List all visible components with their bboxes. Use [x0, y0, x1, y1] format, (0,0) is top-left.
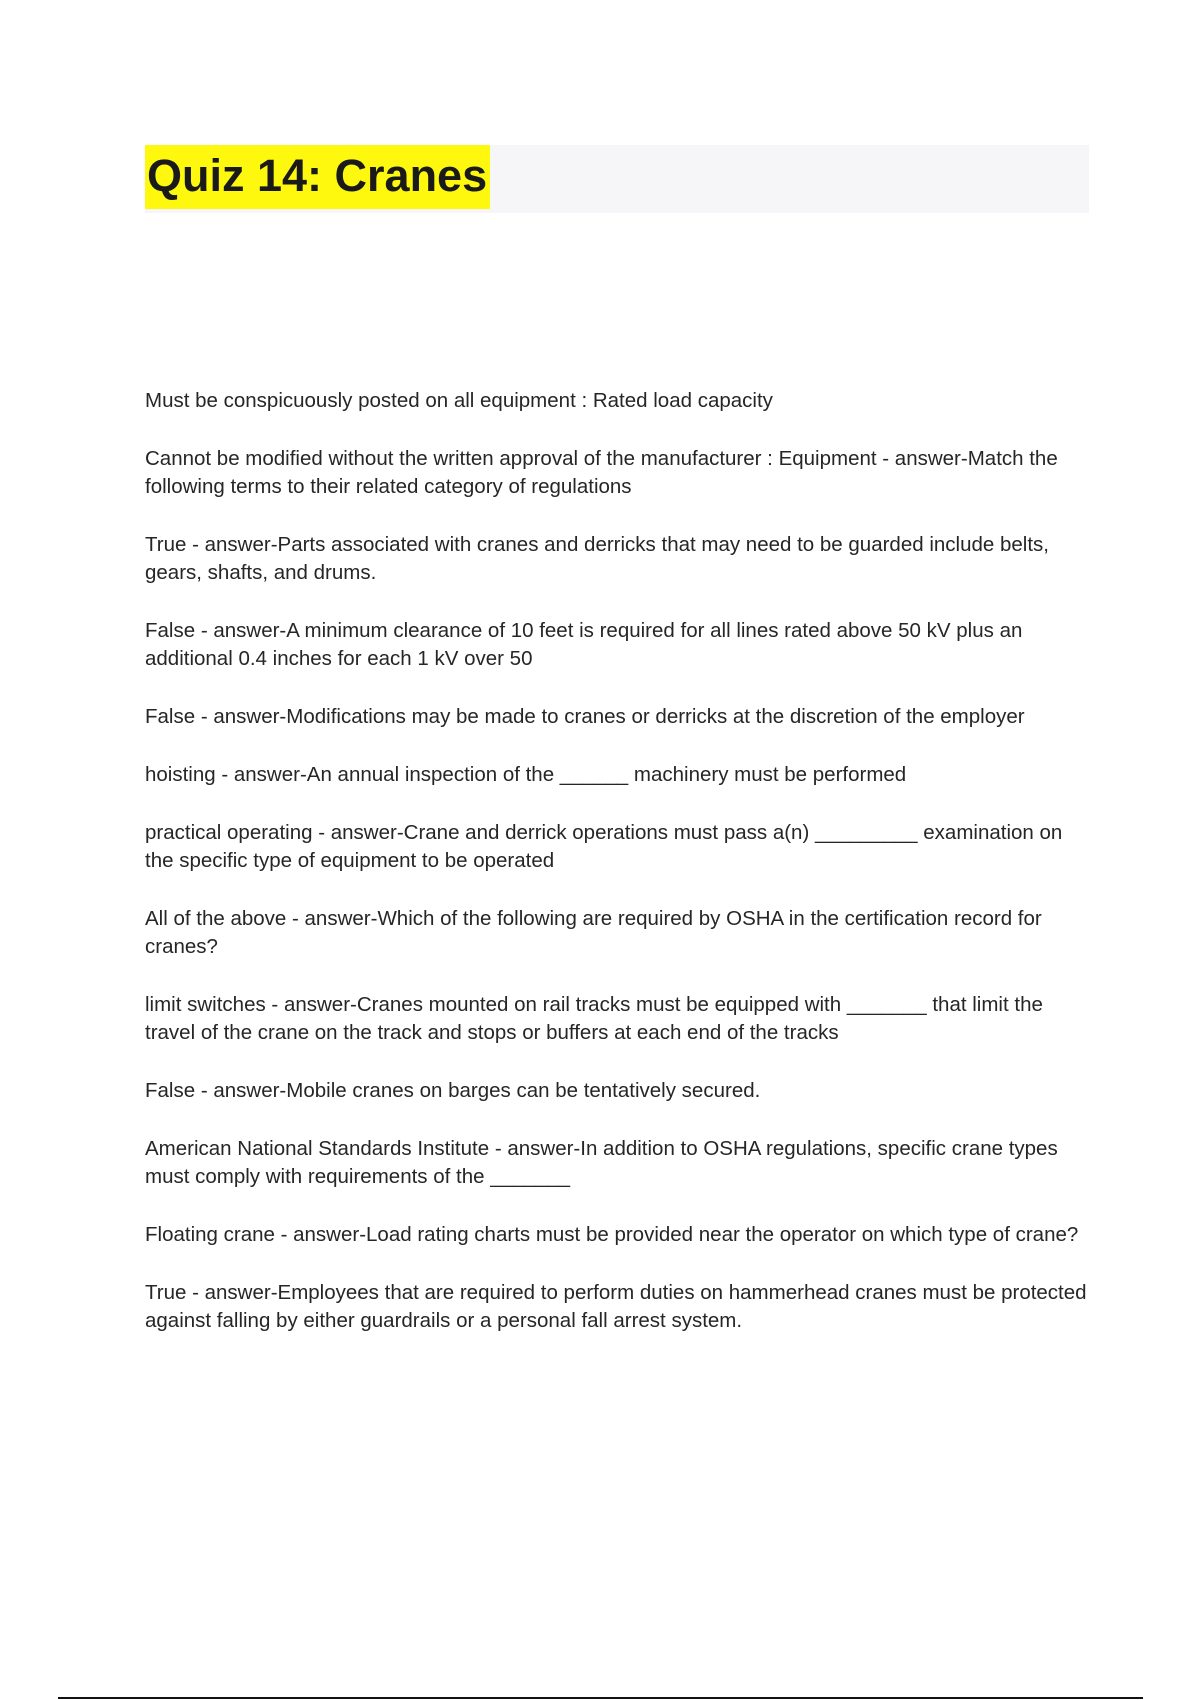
- qa-item: practical operating - answer-Crane and derrick operations must pass a(n) _________ examination on the specific type of equipment to be operated: [145, 821, 1063, 872]
- qa-item: All of the above - answer-Which of the following are required by OSHA in the certification record for cranes?: [145, 907, 1042, 958]
- qa-item: Must be conspicuously posted on all equipment : Rated load capacity: [145, 389, 773, 412]
- qa-item: True - answer-Employees that are required to perform duties on hammerhead cranes must be protected against falling by either guardrails or a personal fall arrest system.: [145, 1281, 1087, 1332]
- qa-item: limit switches - answer-Cranes mounted on rail tracks must be equipped with _______ that limit the travel of the crane on the track and stops or buffers at each end of the tracks: [145, 993, 1043, 1044]
- qa-item: hoisting - answer-An annual inspection of the ______ machinery must be performed: [145, 763, 907, 786]
- qa-item: Floating crane - answer-Load rating charts must be provided near the operator on which type of crane?: [145, 1223, 1079, 1246]
- qa-item: False - answer-A minimum clearance of 10 feet is required for all lines rated above 50 kV plus an additional 0.4 inches for each 1 kV over 50: [145, 619, 1023, 670]
- qa-item: False - answer-Mobile cranes on barges can be tentatively secured.: [145, 1079, 761, 1102]
- bottom-rule: [58, 1697, 1143, 1699]
- qa-item: American National Standards Institute - answer-In addition to OSHA regulations, specific crane types must comply with requirements of the _______: [145, 1137, 1058, 1188]
- qa-item: False - answer-Modifications may be made to cranes or derricks at the discretion of the employer: [145, 705, 1025, 728]
- document-title: Quiz 14: Cranes: [145, 145, 490, 209]
- qa-item: True - answer-Parts associated with cranes and derricks that may need to be guarded include belts, gears, shafts, and drums.: [145, 533, 1049, 584]
- qa-list: [145, 387, 1090, 1365]
- qa-item: Cannot be modified without the written approval of the manufacturer : Equipment - answer-Match the following terms to their related category of regulations: [145, 447, 1058, 498]
